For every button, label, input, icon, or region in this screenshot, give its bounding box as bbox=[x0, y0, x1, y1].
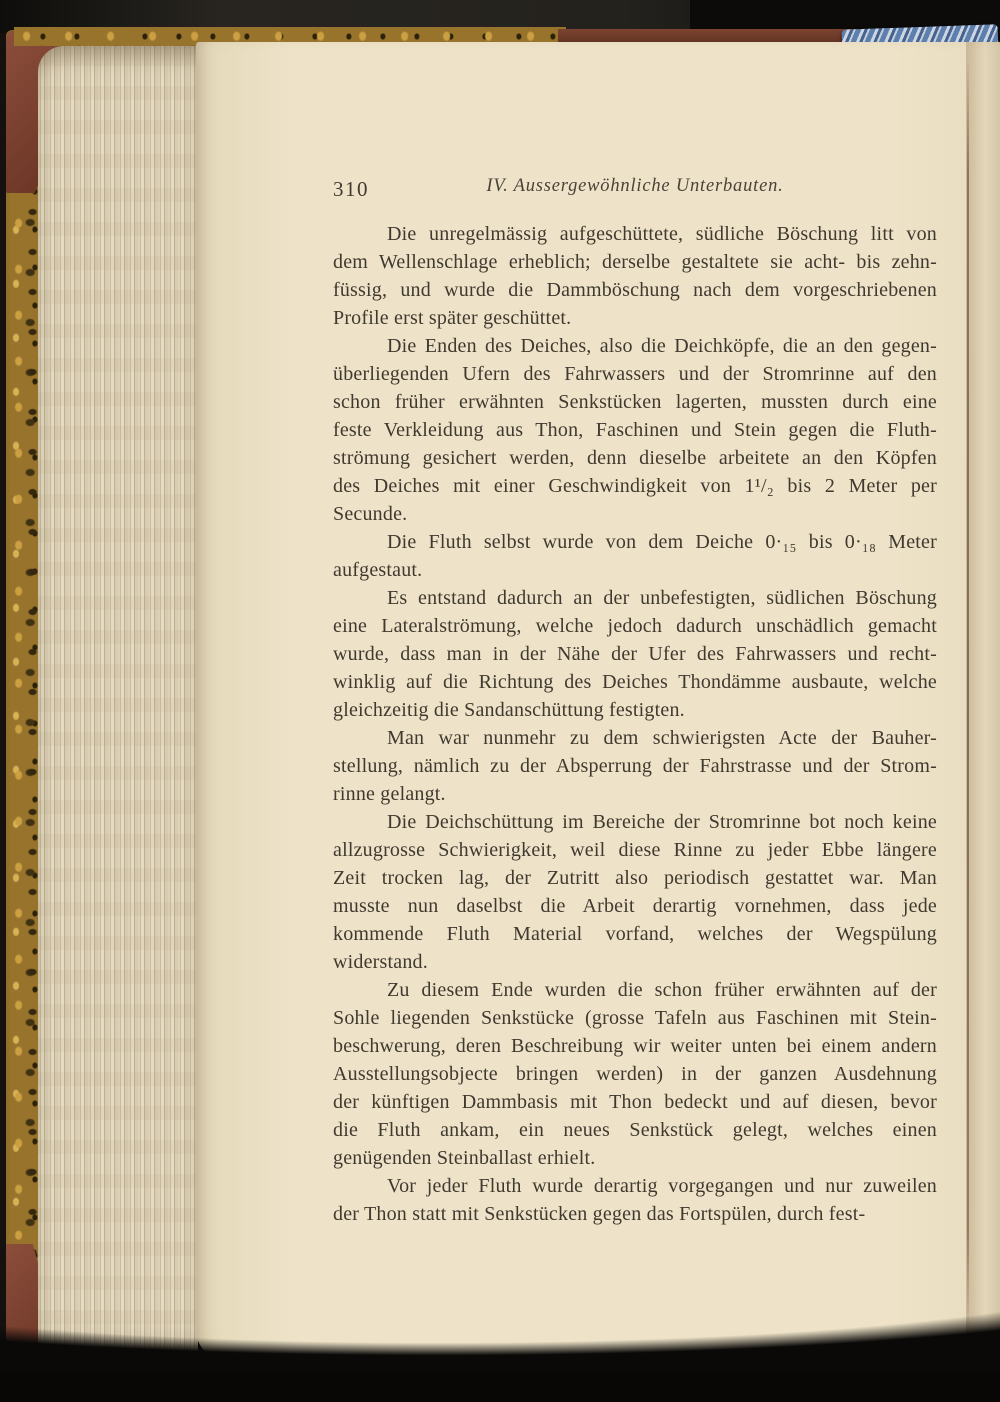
text-line: Die Enden des Deiches, also die Deichköpfe, die an den gegen- bbox=[387, 335, 937, 357]
text-line: strömung gesichert werden, denn dieselbe arbeitete an den Köpfen bbox=[333, 447, 937, 469]
paragraph bbox=[333, 332, 937, 528]
paragraph bbox=[333, 724, 937, 808]
text-line: genügenden Steinballast erhielt. bbox=[333, 1147, 596, 1169]
page-number: 310 bbox=[333, 177, 369, 201]
text-line: Ausstellungsobjecte bringen werden) in der ganzen Ausdehnung bbox=[333, 1063, 937, 1085]
text-line: überliegenden Ufern des Fahrwassers und der Stromrinne auf den bbox=[333, 363, 937, 385]
text-line: stellung, nämlich zu der Absperrung der Fahrstrasse und der Strom- bbox=[333, 755, 937, 777]
text-line: eine Lateralströmung, welche jedoch dadurch unschädlich gemacht bbox=[333, 615, 937, 637]
text-line: aufgestaut. bbox=[333, 559, 423, 581]
text-line: füssig, und wurde die Dammböschung nach dem vorgeschriebenen bbox=[333, 279, 937, 301]
text-line: schon früher erwähnten Senkstücken lagerten, mussten durch eine bbox=[333, 391, 937, 413]
text-line: des Deiches mit einer Geschwindigkeit von 1¹/₂ bis 2 Meter per bbox=[333, 475, 937, 497]
text-line: Es entstand dadurch an der unbefestigten, südlichen Böschung bbox=[387, 587, 937, 609]
text-line: Secunde. bbox=[333, 503, 408, 525]
text-line: Sohle liegenden Senkstücke (grosse Tafeln aus Faschinen mit Stein- bbox=[333, 1007, 937, 1029]
gutter-crease bbox=[967, 56, 969, 1332]
text-line: winklig auf die Richtung des Deiches Thondämme ausbaute, welche bbox=[333, 671, 937, 693]
paragraph bbox=[333, 1172, 937, 1228]
text-line: Die Fluth selbst wurde von dem Deiche 0·₁₅ bis 0·₁₈ Meter bbox=[387, 531, 937, 553]
text-line: die Fluth ankam, ein neues Senkstück gelegt, welches einen bbox=[333, 1119, 937, 1141]
gutter-shading bbox=[966, 42, 1000, 1360]
text-line: dem Wellenschlage erheblich; derselbe gestaltete sie acht- bis zehn- bbox=[333, 251, 937, 273]
text-line: der Thon statt mit Senkstücken gegen das Fortspülen, durch fest- bbox=[333, 1203, 866, 1225]
paragraph bbox=[333, 976, 937, 1172]
paragraphs bbox=[333, 220, 937, 1228]
text-line: beschwerung, deren Beschreibung wir weiter unten bei einem andern bbox=[333, 1035, 937, 1057]
page-content bbox=[333, 176, 937, 1228]
text-line: Die Deichschüttung im Bereiche der Stromrinne bot noch keine bbox=[387, 811, 937, 833]
background-bottom-band bbox=[0, 1372, 1000, 1402]
text-line: widerstand. bbox=[333, 951, 428, 973]
text-line: kommende Fluth Material vorfand, welches der Wegspülung bbox=[333, 923, 937, 945]
text-line: rinne gelangt. bbox=[333, 783, 446, 805]
page-edges-stack bbox=[38, 46, 198, 1358]
text-line: allzugrosse Schwierigkeit, weil diese Rinne zu jeder Ebbe längere bbox=[333, 839, 937, 861]
text-line: gleichzeitig die Sandanschüttung festigten. bbox=[333, 699, 685, 721]
page-header bbox=[333, 176, 937, 206]
text-line: Zu diesem Ende wurden die schon früher erwähnten auf der bbox=[387, 979, 937, 1001]
text-line: Man war nunmehr zu dem schwierigsten Acte der Bauher- bbox=[387, 727, 937, 749]
text-line: wurde, dass man in der Nähe der Ufer des Fahrwassers und recht- bbox=[333, 643, 937, 665]
text-line: der künftigen Dammbasis mit Thon bedeckt und auf diesen, bevor bbox=[333, 1091, 937, 1113]
paragraph bbox=[333, 220, 937, 332]
text-line: Profile erst später geschüttet. bbox=[333, 307, 572, 329]
text-line: Vor jeder Fluth wurde derartig vorgegangen und nur zuweilen bbox=[387, 1175, 937, 1197]
text-line: feste Verkleidung aus Thon, Faschinen und Stein gegen die Fluth- bbox=[333, 419, 937, 441]
running-header: IV. Aussergewöhnliche Unterbauten. bbox=[486, 176, 784, 196]
paragraph bbox=[333, 528, 937, 584]
text-line: musste nun daselbst die Arbeit derartig vornehmen, dass jede bbox=[333, 895, 937, 917]
text-line: Die unregelmässig aufgeschüttete, südliche Böschung litt von bbox=[387, 223, 937, 245]
paragraph bbox=[333, 808, 937, 976]
text-line: Zeit trocken lag, der Zutritt also periodisch gestattet war. Man bbox=[333, 867, 937, 889]
paragraph bbox=[333, 584, 937, 724]
